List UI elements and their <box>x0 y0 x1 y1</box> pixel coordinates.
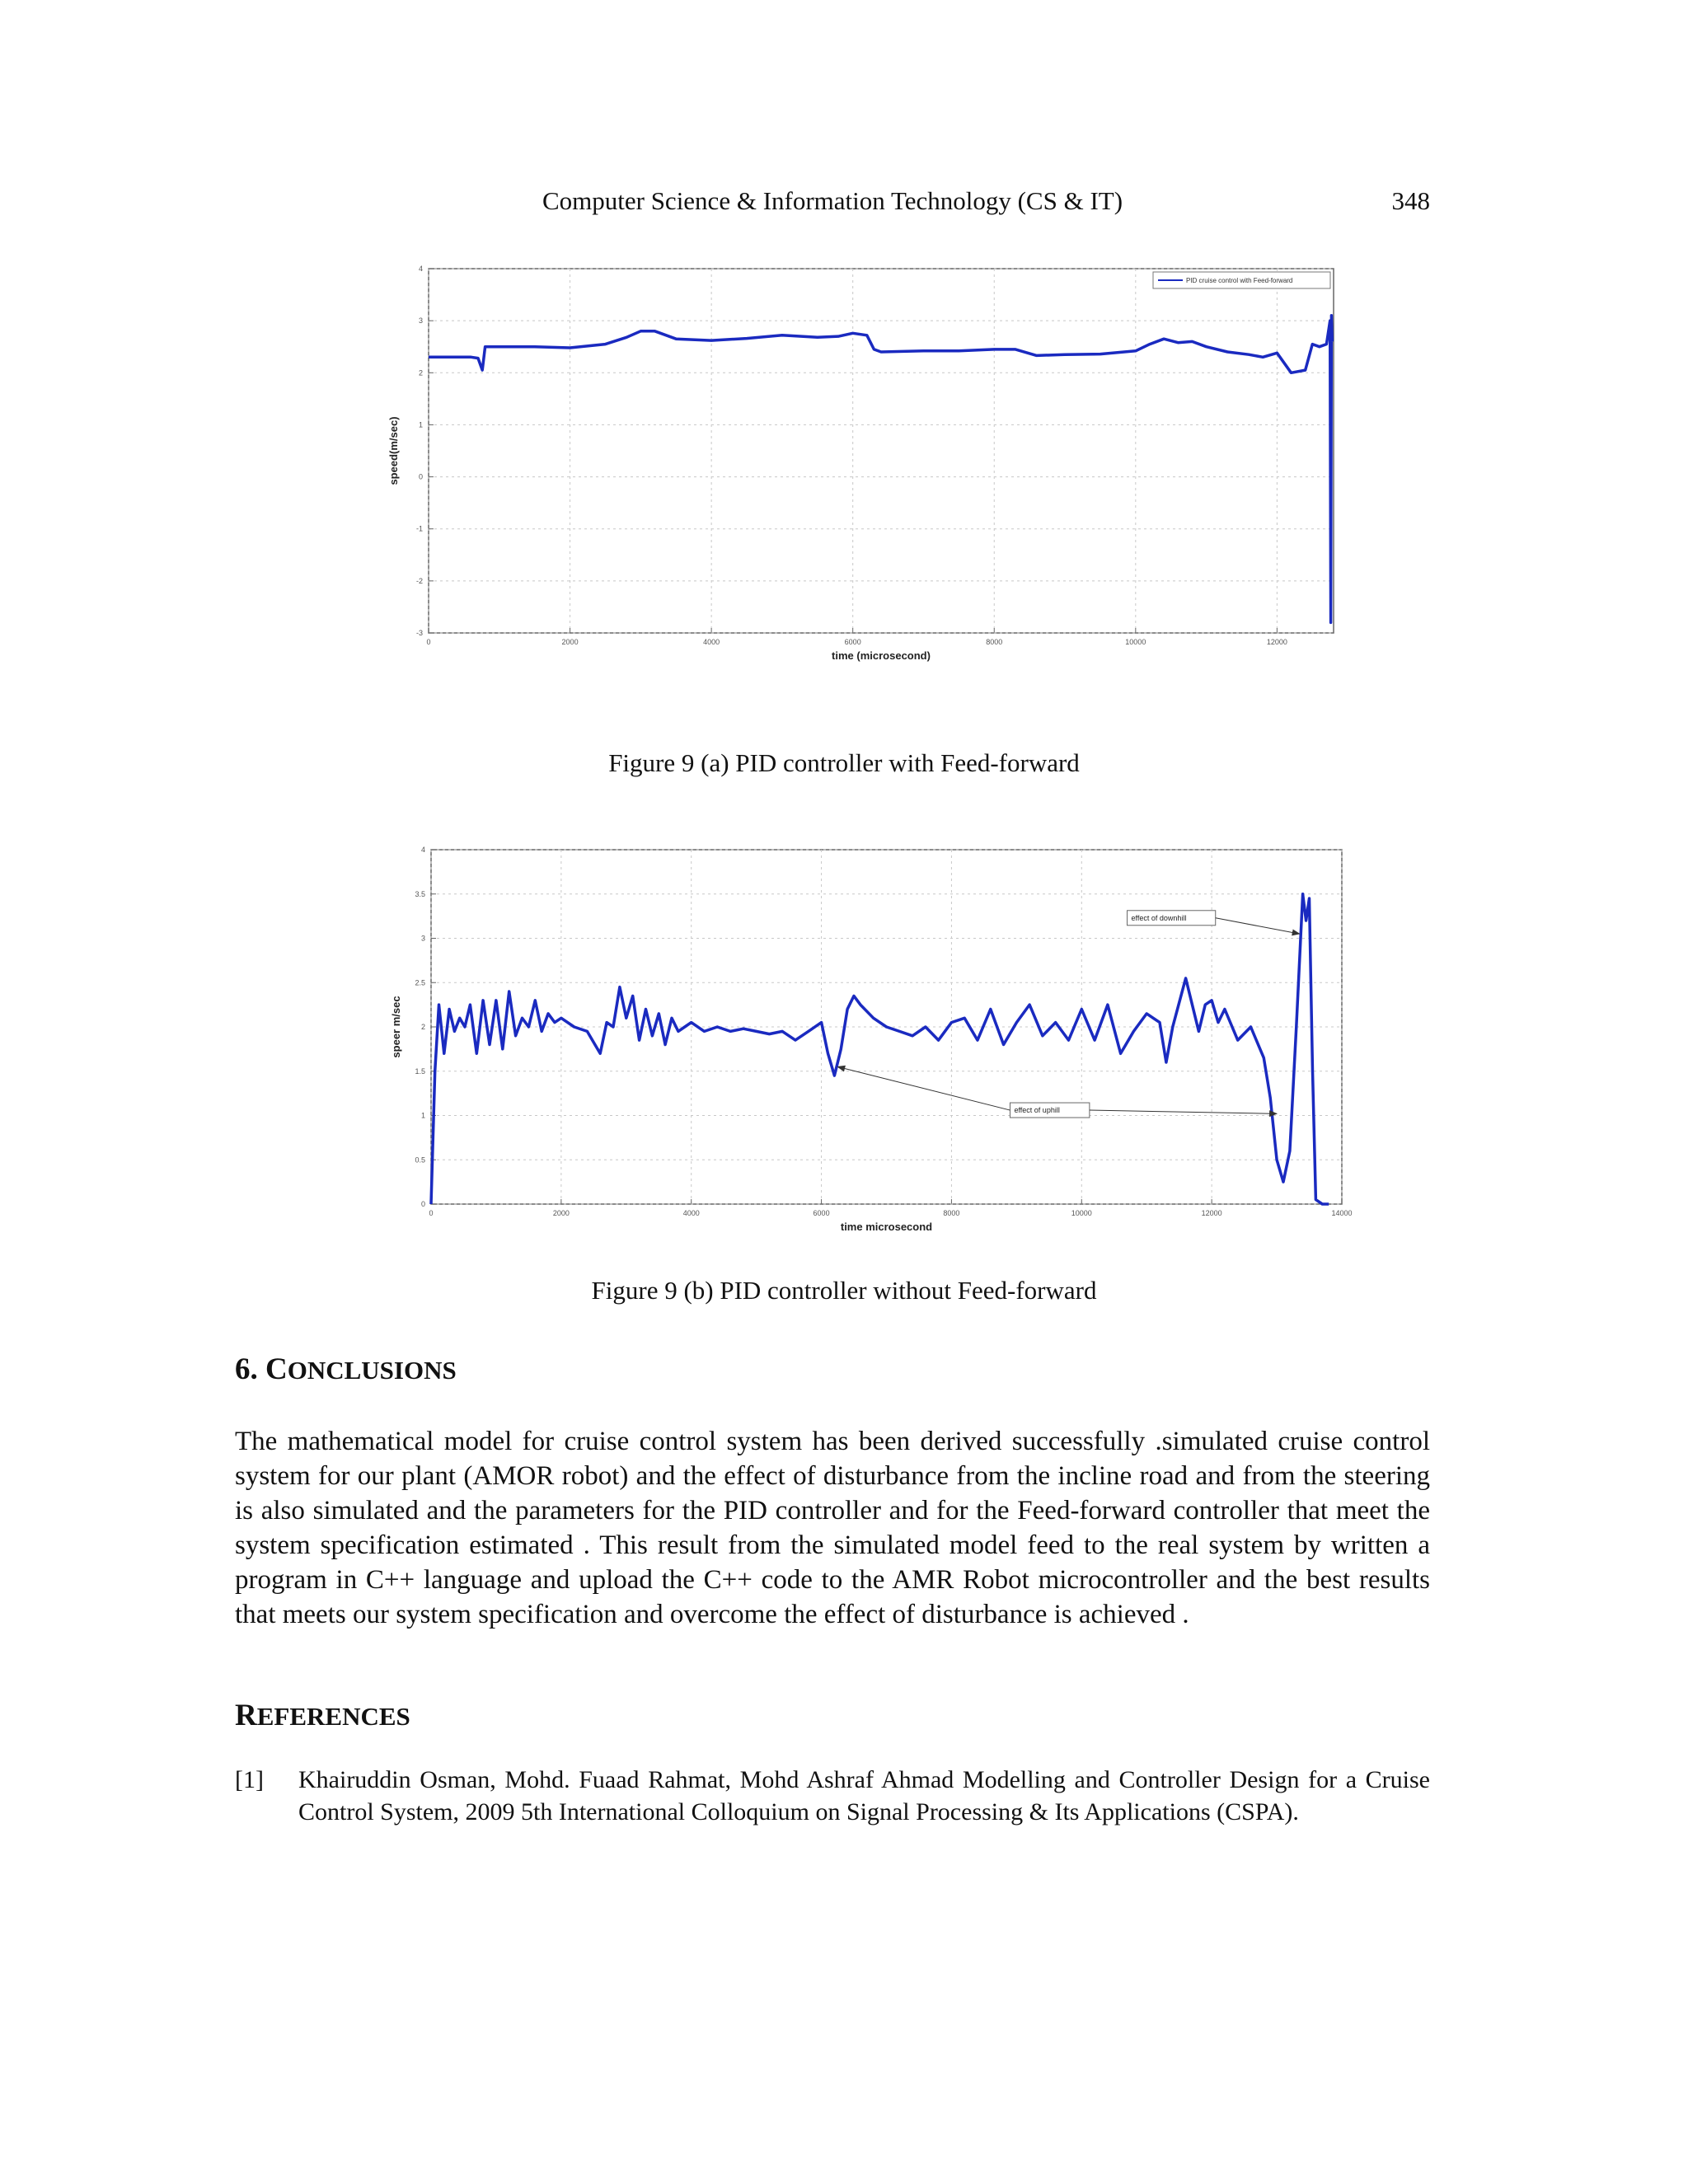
y-tick-label: 0 <box>420 1200 425 1208</box>
x-tick-label: 2000 <box>561 638 579 646</box>
conclusions-paragraph: The mathematical model for cruise control system has been derived successfully .simulated cruise control system for our plant (AMOR robot) and the effect of disturbance from the incline road and from the steering is also simulated and the parameters for the PID controller and for the Feed-forward controller that meet the system specification estimated . This result from the simulated model feed to the real system by written a program in C++ language and upload the C++ code to the AMR Robot microcontroller and the best results that meets our system specification and overcome the effect of disturbance is achieved . <box>235 1427 1430 1629</box>
reference-text: Khairuddin Osman, Mohd. Fuaad Rahmat, Mohd Ashraf Ahmad Modelling and Controller Design for a Cruise Control System, 2009 5th International Colloquium on Signal Processing & Its Applications (CSPA). <box>298 1766 1430 1825</box>
x-tick-label: 12000 <box>1201 1209 1222 1217</box>
y-tick-label: 4 <box>418 265 423 273</box>
y-axis-label: speed(m/sec) <box>387 416 400 485</box>
x-axis-label: time microsecond <box>840 1221 933 1233</box>
figure-9b-chart <box>363 837 1368 1265</box>
x-tick-label: 8000 <box>943 1209 960 1217</box>
x-tick-label: 4000 <box>703 638 720 646</box>
y-tick-label: 2.5 <box>415 978 425 987</box>
legend <box>1153 272 1330 288</box>
x-tick-label: 2000 <box>552 1209 570 1217</box>
running-header <box>235 186 1430 219</box>
legend-entry: PID cruise control with Feed-forward <box>1186 277 1293 284</box>
y-tick-label: 0 <box>418 472 423 481</box>
figure-9a-chart <box>363 255 1352 684</box>
x-tick-label: 0 <box>426 638 431 646</box>
figure-9a-caption: Figure 9 (a) PID controller with Feed-forward <box>608 748 1080 777</box>
y-axis-label: speer m/sec <box>390 996 402 1058</box>
y-tick-label: 3.5 <box>415 889 425 898</box>
x-tick-label: 10000 <box>1071 1209 1092 1217</box>
x-tick-label: 12000 <box>1266 638 1287 646</box>
journal-title: Computer Science & Information Technology (CS & IT) <box>542 186 1123 215</box>
section-heading-references: REFERENCES <box>235 1699 410 1732</box>
y-tick-label: -2 <box>415 576 423 585</box>
x-tick-label: 14000 <box>1331 1209 1353 1217</box>
figure-9b-caption: Figure 9 (b) PID controller without Feed-forward <box>591 1276 1097 1305</box>
y-tick-label: 4 <box>420 846 425 854</box>
y-tick-label: 1 <box>418 420 423 429</box>
x-tick-label: 6000 <box>813 1209 830 1217</box>
plot-area <box>429 269 1334 633</box>
x-tick-label: 8000 <box>986 638 1003 646</box>
y-tick-label: 1 <box>420 1111 425 1120</box>
y-tick-label: 3 <box>418 316 423 326</box>
y-tick-label: -1 <box>415 524 423 533</box>
x-tick-label: 0 <box>429 1209 434 1217</box>
annotation-text: effect of downhill <box>1131 913 1187 922</box>
y-tick-label: 2 <box>420 1023 425 1031</box>
y-tick-label: 3 <box>420 934 425 943</box>
reference-number: [1] <box>235 1766 264 1793</box>
y-tick-label: 1.5 <box>415 1066 425 1076</box>
page-number: 348 <box>1391 186 1430 215</box>
annotation-text: effect of uphill <box>1014 1106 1060 1115</box>
y-tick-label: 2 <box>418 368 423 377</box>
x-tick-label: 4000 <box>682 1209 700 1217</box>
y-tick-label: 0.5 <box>415 1155 425 1165</box>
x-tick-label: 6000 <box>844 638 861 646</box>
section-heading-conclusions: 6. CONCLUSIONS <box>235 1352 457 1386</box>
reference-item <box>235 1764 1430 1828</box>
x-axis-label: time (microsecond) <box>832 649 931 662</box>
x-tick-label: 10000 <box>1125 638 1146 646</box>
y-tick-label: -3 <box>415 629 423 637</box>
